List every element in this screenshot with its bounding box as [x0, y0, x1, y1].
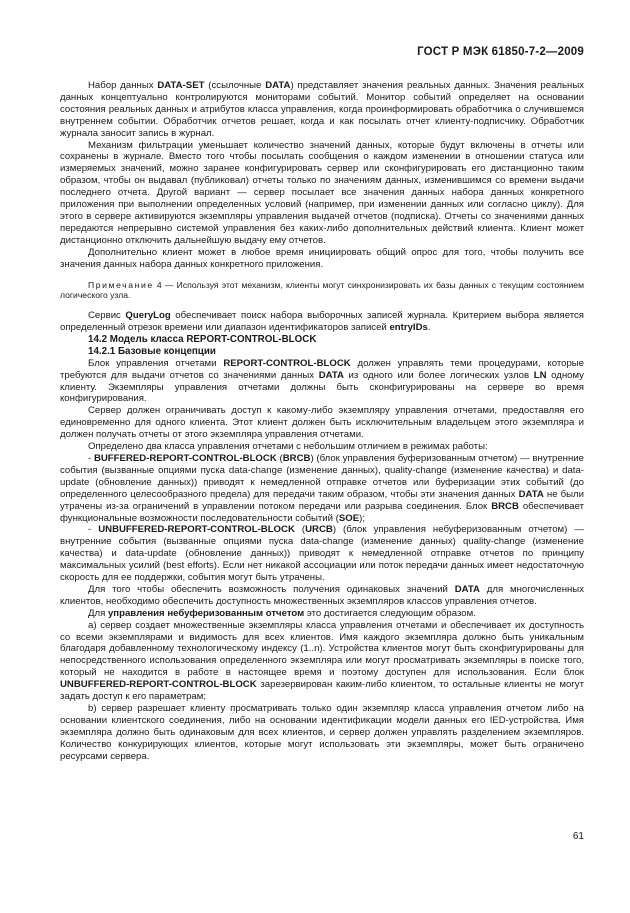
bold-term: DATA [454, 583, 480, 595]
text-run: ) представляет значения реальных данных. Значения реальных данных концептуально контролируются мониторами событий. Монитор событий определяет на основании состояния реальных данных и атрибутов класса управления, когда проинформировать обработчика о случившемся внутреннем событии. Обработчик отчетов решает, когда и как посылать отчет клиенту-подписчику. Обработчик журнала заносит запись в журнал. [60, 80, 585, 139]
text-run: Дополнительно клиент может в любое время инициировать общий опрос для того, чтобы получить все значения данных набора данных конкретного приложения. [60, 246, 584, 270]
bold-term: entryIDs [389, 322, 428, 333]
text-run: - [88, 524, 99, 536]
bold-term: UNBUFFERED-REPORT-CONTROL-BLOCK [98, 524, 295, 536]
text-run: 4 — Используя этот механизм, клиенты могут синхронизировать их базы данных с текущим состоянием логического узла. [60, 279, 584, 301]
text-run: (ссылочные [204, 80, 266, 91]
text-run: обеспечивает поиск набора выборочных записей журнала. Критерием выбора является определенный отрезок времени или диапазон идентификаторов записей [60, 310, 584, 333]
bold-term: DATA [265, 80, 291, 91]
section-heading-14-2-1 [60, 346, 584, 358]
bold-term: управления небуферизованным отчетом [107, 607, 305, 619]
text-run: b) сервер разрешает клиенту просматривать только один экземпляр класса управления отчетом либо на основании клиентского соединения, либо на основании идентификации модели данных его IED-устройства. Имя экземпляра должно быть одинаковым для всех клиентов, и сервер должен управлять разделением экземпляров. Количество конкурирующих клиентов, которые могут использовать эти экземпляры, может быть ограничено ресурсами сервера. [60, 703, 584, 762]
bold-term: DATA [518, 488, 544, 500]
paragraph-multiple-clients [60, 584, 584, 608]
text-run: это достигается следующим образом. [304, 607, 476, 619]
text-run: . [427, 322, 431, 333]
text-run: ); [359, 512, 365, 524]
text-run: обеспечивает функциональные возможности последовательности событий ( [60, 500, 584, 524]
text-run: зарезервирован каким-либо клиентом, то остальные клиенты не могут задать доступ к его параметрам; [60, 679, 584, 703]
paragraph-rcb [60, 358, 584, 406]
paragraph-two-classes [60, 441, 584, 453]
bold-term: LN [533, 369, 547, 381]
text-run: Механизм фильтрации уменьшает количество значений данных, которые будут включены в отчеты или сохранены в журнале. Вместо того чтобы посылать сообщения о каждом изменении в отношении статуса или измеряемых значений, можно заранее конфигурировать сервер или сконфигурировать его дистанционно таким образом, чтобы он выдавал (публиковал) отчеты только по значениям данных, изменившимся со времени выдачи последнего отчета. Другой вариант — сервер посылает все значения данных набора данных конкретного приложения при выполнении определенных условий (например, при изменении данных или согласно циклу). Для этого в сервере активируются экземпляры управления выдачей отчетов (подписка). Отчеты со значениями данных передаются непрерывно системой управления без каких-либо дополнительных действий клиента. Клиент может дистанционно отключить дальнейшую выдачу ему отчетов. [60, 139, 584, 246]
bold-term: QueryLog [125, 310, 171, 322]
text-run: для многочисленных клиентов, необходимо обеспечить доступность множественных экземпляров классов управления отчетов. [60, 583, 584, 607]
text-run: одному клиенту. Экземпляры управления отчетами должны быть сконфигурированы на сервере во время конфигурирования. [60, 369, 584, 405]
bold-term: REPORT-CONTROL-BLOCK [223, 357, 351, 369]
text-run: - [88, 452, 94, 464]
paragraph-querylog [60, 310, 584, 334]
bold-term: BRCB [491, 500, 519, 512]
text-run: Примечание [88, 279, 154, 290]
bold-term: DATA-SET [157, 80, 205, 91]
list-item-a [60, 620, 584, 703]
text-run: ) (блок управления небуферизованным отчетом) — внутренние события (вызванные опциями пуска data-change (изменение данных) quality-change (изменение качества) и data-update (обновление данных)) приводят к немедленной отправке отчетов по принципу максимальных усилий (best efforts). Если нет никакой ассоциации или поток передачи данных имеет недостаточную скорость для ее поддержки, события могут быть утрачены. [60, 524, 584, 584]
text-run: ( [276, 452, 283, 464]
text-run: Сервис [88, 310, 126, 322]
page-body [60, 80, 584, 763]
text-run: 14.2.1 Базовые концепции [88, 345, 216, 357]
text-run: не были утрачены из-за ограничений в управлении потоком передачи или разрыва соединения. Блок [60, 488, 585, 512]
text-run: ) (блок управления буферизованным отчетом) — внутренние события (вызванные опциями пуска data-change (изменение данных), quality-change (изменение качества) и data-update (обновление данных)) приводят к немедленной отправке отчетов или буферизации этих событий (до определенного целесообразного предела) для передачи таким образом, чтобы эти значения данных [60, 452, 584, 500]
paragraph-dataset [60, 80, 584, 140]
text-run: 14.2 Модель класса REPORT-CONTROL-BLOCK [88, 333, 317, 345]
text-run: Блок управления отчетами [88, 357, 224, 369]
text-run: ( [294, 524, 306, 536]
paragraph-unbuffered [60, 608, 584, 620]
paragraph-access [60, 405, 584, 441]
standard-header: ГОСТ Р МЭК 61850-7-2—2009 [417, 46, 584, 58]
bold-term: SOE [338, 512, 360, 524]
paragraph-urcb [60, 524, 584, 584]
text-run: Для [88, 607, 108, 619]
bold-term: UNBUFFERED-REPORT-CONTROL-BLOCK [60, 679, 257, 691]
bold-term: DATA [318, 369, 344, 381]
text-run: Сервер должен ограничивать доступ к какому-либо экземпляру управления отчетами, предоставляя его единовременно для одного клиента. Этот клиент должен быть исключительным владельцем этого экземпляра и должен получать отчеты от этого экземпляра управления отчетами. [60, 405, 584, 441]
list-item-b [60, 703, 584, 763]
section-heading-14-2 [60, 334, 584, 346]
bold-term: BUFFERED-REPORT-CONTROL-BLOCK [93, 452, 277, 464]
paragraph-general-interrogation [60, 247, 584, 271]
text-run: Для того чтобы обеспечить возможность получения одинаковых значений [88, 583, 455, 595]
text-run: Определено два класса управления отчетами с небольшим отличием в режимах работы: [88, 441, 488, 453]
paragraph-filtering [60, 140, 584, 247]
text-run: а) сервер создает множественные экземпляры класса управления отчетами и обеспечивает их доступность со всеми экземплярами и видимость для всех клиентов. Имя каждого экземпляра должно быть уникальным благодаря добавленному технологическому индексу (1..n). Устройства клиентов могут быть сконфигурированы для непосредственного использования определенного экземпляра или могут просматривать экземпляры в поиске того, который не находится в работе в настоящее время и поэтому доступен для использования. Если блок [60, 619, 584, 679]
paragraph-brcb [60, 453, 584, 524]
text-run: должен управлять теми процедурами, которые требуются для выдачи отчетов со значениями данных [60, 357, 585, 381]
page-number: 61 [572, 831, 584, 842]
text-run: Набор данных [88, 80, 158, 91]
bold-term: URCB [305, 524, 333, 536]
note-4 [60, 280, 584, 302]
bold-term: BRCB [282, 452, 311, 464]
text-run: из одного или более логических узлов [343, 369, 534, 381]
